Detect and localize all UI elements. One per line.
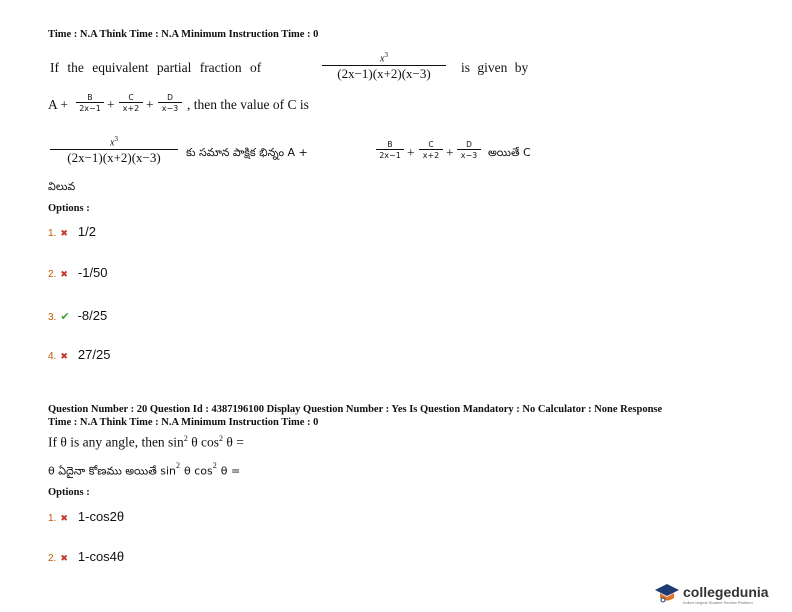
option-number: 1. xyxy=(48,513,57,524)
option-number: 2. xyxy=(48,269,57,280)
q2-option-1 xyxy=(48,508,124,526)
option-value: 1-cos2θ xyxy=(77,509,125,524)
q1-en-prefix: If the equivalent partial fraction of xyxy=(50,60,262,75)
pf-b-te: B 2x−1 xyxy=(376,140,404,161)
q1-en-tail: , then the value of C is xyxy=(187,97,309,112)
wrong-icon: ✖ xyxy=(60,554,68,564)
wrong-icon: ✖ xyxy=(60,229,68,239)
check-icon: ✔ xyxy=(60,310,70,323)
q1-main-fraction-te: $x^3$ (2x−1)(x+2)(x−3) xyxy=(50,133,178,165)
logo-text: collegedunia xyxy=(683,584,769,600)
option-value: 1/2 xyxy=(77,224,96,239)
q1-te-line2: విలువ xyxy=(48,180,76,193)
option-number: 1. xyxy=(48,228,57,239)
option-value: -1/50 xyxy=(77,265,108,280)
q1-en-suffix: is given by xyxy=(461,60,529,75)
option-number: 3. xyxy=(48,312,57,323)
q2-te-question: θ ఏదైనా కోణము అయితే $\sin^2 \theta$ $\cos^2 \theta$ = xyxy=(48,461,241,478)
q1-expr-a: A + xyxy=(48,97,68,112)
q2-en-question: If θ is any angle, then $\sin^2 \theta$ $\cos^2 \theta$ = xyxy=(48,434,244,450)
pf-c-te: C x+2 xyxy=(419,140,443,161)
wrong-icon: ✖ xyxy=(60,270,68,280)
option-number: 2. xyxy=(48,553,57,564)
q2-meta: Question Number : 20 Question Id : 4387196100 Display Question Number : Yes Is Question Mandatory : No Calculator : None Response xyxy=(48,404,663,415)
frac-exp: 3 xyxy=(384,51,388,59)
q1-option-4 xyxy=(48,346,110,364)
frac-num: x xyxy=(380,53,385,65)
q1-options-label: Options : xyxy=(48,203,90,214)
frac-den: (2x−1)(x+2)(x−3) xyxy=(337,66,431,82)
q2-option-2 xyxy=(48,548,124,566)
q1-option-1 xyxy=(48,223,96,241)
q2-header: Time : N.A Think Time : N.A Minimum Instruction Time : 0 xyxy=(48,417,319,428)
option-value: -8/25 xyxy=(77,308,108,323)
q1-te-end: అయితే C xyxy=(488,146,531,159)
option-value: 1-cos4θ xyxy=(77,549,125,564)
option-number: 4. xyxy=(48,351,57,362)
pf-c: C x+2 xyxy=(119,93,143,114)
q1-option-3 xyxy=(48,307,107,325)
option-value: 27/25 xyxy=(77,347,111,362)
logo-tagline: India's largest Student Review Platform xyxy=(683,600,753,605)
wrong-icon: ✖ xyxy=(60,352,68,362)
pf-b: B 2x−1 xyxy=(76,93,104,114)
graduation-cap-icon xyxy=(654,582,680,604)
q1-header: Time : N.A Think Time : N.A Minimum Instruction Time : 0 xyxy=(48,29,319,40)
pf-d-te: D x−3 xyxy=(457,140,481,161)
q1-option-2 xyxy=(48,264,108,282)
q2-options-label: Options : xyxy=(48,487,90,498)
pf-d: D x−3 xyxy=(158,93,182,114)
logo xyxy=(683,584,769,605)
q1-te-mid: కు సమాన పాక్షిక భిన్నం A + xyxy=(186,146,308,159)
q1-main-fraction xyxy=(322,49,446,81)
wrong-icon: ✖ xyxy=(60,514,68,524)
